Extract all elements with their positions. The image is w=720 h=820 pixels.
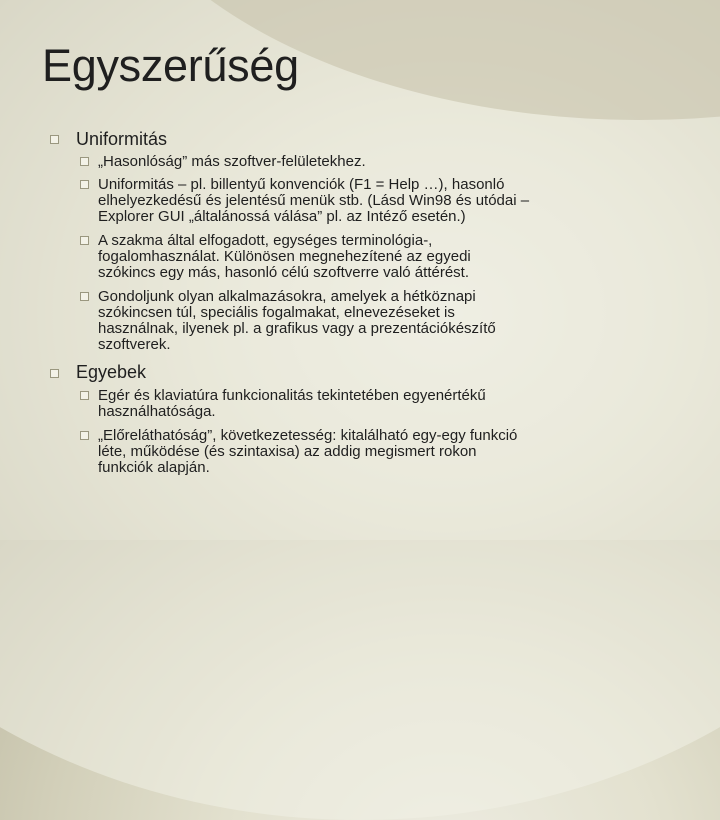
list-item-line: Explorer GUI „általánossá válása” pl. az Intéző esetén.): [98, 208, 466, 225]
square-bullet-icon: [50, 135, 59, 144]
list-item: [98, 154, 658, 170]
list-item-line: léte, működése (és szintaxisa) az addig megismert rokon: [98, 443, 477, 460]
list-item-line: Uniformitás – pl. billentyű konvenciók (F1 = Help …), hasonló: [98, 176, 505, 193]
list-item: [98, 177, 658, 225]
list-item-line: elhelyezkedésű és jelentésű menük stb. (Lásd Win98 és utódai –: [98, 192, 530, 209]
list-item-line: Egér és klaviatúra funkcionalitás tekintetében egyenértékű: [98, 387, 486, 404]
list-item-line: használhatósága.: [98, 403, 216, 420]
list-item: [98, 428, 658, 476]
square-bullet-icon: [50, 369, 59, 378]
section-heading-uniformitas: Uniformitás: [76, 129, 168, 149]
list-item-line: funkciók alapján.: [98, 459, 210, 476]
square-bullet-icon: [80, 292, 89, 301]
list-item-line: fogalomhasználat. Különösen megnehezítené az egyedi: [98, 248, 471, 265]
square-bullet-icon: [80, 180, 89, 189]
list-item-line: Gondoljunk olyan alkalmazásokra, amelyek a hétköznapi: [98, 288, 476, 305]
list-item-line: szókincsen túl, speciális fogalmakat, elnevezéseket is: [98, 304, 455, 321]
slide-title: Egyszerűség: [42, 40, 299, 91]
section-heading-egyebek: Egyebek: [76, 362, 147, 382]
square-bullet-icon: [80, 391, 89, 400]
list-item: [98, 289, 658, 353]
list-item-line: használnak, ilyenek pl. a grafikus vagy a prezentációkészítő: [98, 320, 496, 337]
list-item-line: szókincs egy más, hasonló célú szoftverre való áttérést.: [98, 264, 470, 281]
list-item: [98, 233, 658, 281]
square-bullet-icon: [80, 236, 89, 245]
list-item-line: „Hasonlóság” más szoftver-felületekhez.: [98, 153, 366, 170]
list-item: [98, 388, 658, 420]
square-bullet-icon: [80, 157, 89, 166]
list-item-line: A szakma által elfogadott, egységes terminológia-,: [98, 232, 433, 249]
square-bullet-icon: [80, 431, 89, 440]
list-item-line: „Előreláthatóság”, következetesség: kitalálható egy-egy funkció: [98, 427, 518, 444]
list-item-line: szoftverek.: [98, 336, 171, 353]
